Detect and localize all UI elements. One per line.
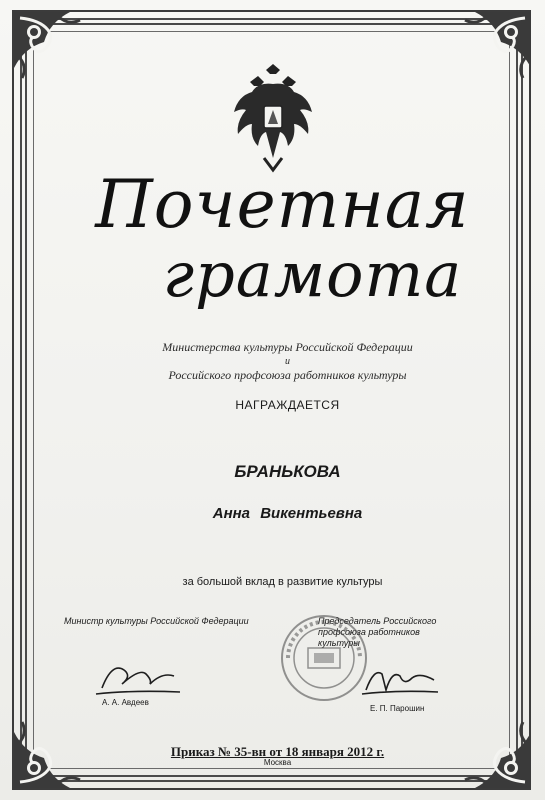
awarded-label: НАГРАЖДАЕТСЯ	[235, 398, 340, 412]
certificate-title-line-1: Почетная	[95, 166, 470, 243]
issue-city: Москва	[263, 758, 292, 767]
round-seal-stamp	[278, 612, 370, 704]
left-signature-mark	[92, 650, 182, 700]
right-signatory-name: Е. П. Парошин	[370, 704, 425, 713]
left-signatory-name: А. А. Авдеев	[102, 698, 149, 707]
corner-ornament-icon	[10, 8, 96, 94]
certificate-title-line-2: грамота	[162, 238, 463, 311]
order-reference: Приказ № 35-вн от 18 января 2012 г.	[170, 744, 385, 759]
double-headed-eagle-icon	[228, 62, 318, 174]
recipient-given-names: Анна Викентьевна	[212, 505, 363, 522]
award-reason: за большой вклад в развитие культуры	[182, 576, 383, 588]
right-signature-mark	[360, 660, 440, 700]
issuer-line-1: Министерства культуры Российской Федерации	[162, 340, 413, 354]
left-signatory-title: Министр культуры Российской Федерации	[64, 616, 249, 626]
right-signatory-title: Председатель Российского профсоюза работников культуры	[318, 616, 437, 648]
corner-ornament-icon	[449, 8, 535, 94]
recipient-surname: БРАНЬКОВА	[234, 462, 341, 481]
issuer-conjunction: и	[285, 356, 290, 367]
issuer-line-2: Российского профсоюза работников культуры	[168, 368, 407, 382]
